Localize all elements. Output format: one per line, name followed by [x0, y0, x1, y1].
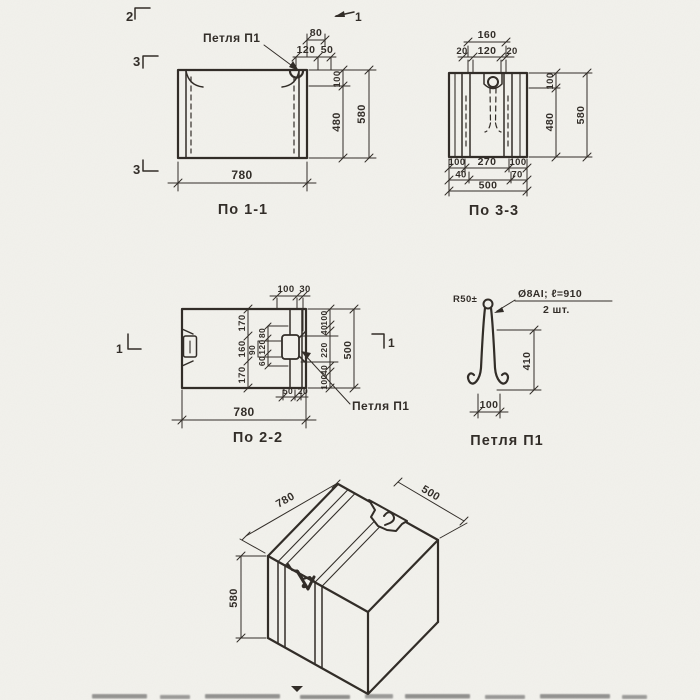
- loop-bar-note: Ø8АI; ℓ=910: [518, 288, 583, 300]
- dim-20-right: 20: [506, 46, 518, 57]
- loop-socket-right: [282, 335, 299, 359]
- dim-50: 50: [320, 44, 334, 56]
- dim-580: 580: [356, 104, 368, 124]
- loop-callout-1-1: Петля П1: [203, 31, 261, 45]
- dim-480: 480: [331, 112, 343, 132]
- marker-label-1-left: 1: [116, 342, 124, 356]
- dim-580: 580: [228, 588, 240, 608]
- dim-120: 120: [296, 44, 316, 56]
- dim-bottom-40: 40: [455, 169, 467, 181]
- dim-right-100-bottom: 100: [319, 374, 329, 390]
- dim-780: 780: [274, 490, 297, 511]
- dim-410: 410: [521, 351, 533, 371]
- dim-bottom-500: 500: [478, 179, 498, 192]
- loop-qty-note: 2 шт.: [543, 304, 570, 316]
- dim-right-100-top: 100: [319, 310, 329, 326]
- marker-label-2: 2: [126, 9, 134, 24]
- dim-right-220: 220: [319, 342, 329, 358]
- dim-right-40-top: 40: [319, 324, 329, 336]
- dim-notch-120: 120: [257, 339, 267, 355]
- dim-160: 160: [477, 29, 497, 41]
- dim-bottom-70: 70: [511, 169, 523, 181]
- loop-callout-2-2: Петля П1: [352, 399, 410, 413]
- dim-bottom-270: 270: [477, 156, 497, 168]
- dim-170-top: 170: [237, 314, 248, 332]
- marker-label-3-bottom: 3: [133, 162, 141, 177]
- dim-bottom-50: 50: [282, 386, 294, 396]
- dim-right-40-bottom: 40: [319, 364, 329, 376]
- dim-top-30: 30: [299, 284, 311, 295]
- dim-bottom-100-left: 100: [448, 157, 466, 168]
- view-label-3-3: По 3-3: [468, 203, 520, 219]
- dim-580: 580: [575, 105, 587, 125]
- dim-500: 500: [419, 483, 443, 504]
- dim-20-left: 20: [456, 46, 468, 57]
- view-label-1-1: По 1-1: [217, 202, 269, 218]
- loop-radius-note: R50±: [453, 294, 478, 305]
- dim-notch-90: 90: [247, 344, 257, 356]
- view-label-2-2: По 2-2: [232, 430, 284, 446]
- marker-label-3-top: 3: [133, 54, 141, 69]
- dim-100: 100: [332, 70, 343, 88]
- dim-160: 160: [237, 340, 248, 358]
- dim-780: 780: [233, 405, 255, 419]
- dim-100: 100: [479, 399, 499, 411]
- dim-top-100: 100: [277, 284, 295, 295]
- marker-label-1: 1: [355, 10, 363, 24]
- dim-780: 780: [231, 168, 253, 182]
- dim-notch-80: 80: [257, 327, 267, 339]
- dim-80: 80: [309, 27, 323, 39]
- dim-480: 480: [544, 112, 556, 132]
- dim-bottom-20: 20: [297, 386, 309, 396]
- dim-notch-60: 60: [257, 355, 267, 367]
- dim-170-bottom: 170: [237, 366, 248, 384]
- dim-120: 120: [477, 45, 497, 57]
- dim-bottom-100-right: 100: [509, 157, 527, 168]
- detail-label-loop: Петля П1: [470, 433, 544, 449]
- dim-right-500: 500: [342, 340, 354, 360]
- dim-100: 100: [545, 72, 556, 90]
- marker-label-1-right: 1: [388, 336, 396, 350]
